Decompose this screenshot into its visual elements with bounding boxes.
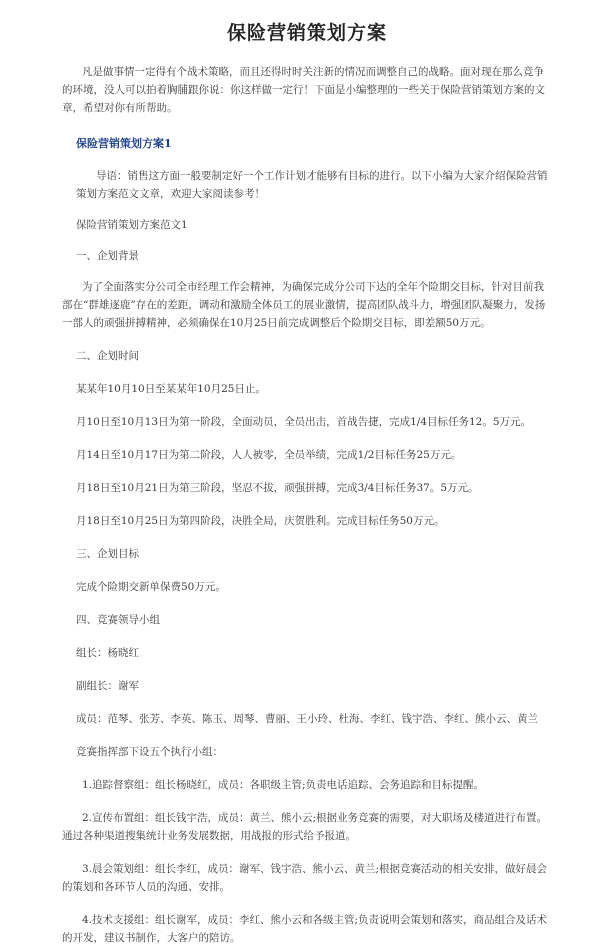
group-4: 4.技术支援组：组长谢军，成员：李红、熊小云和各级主管;负责说明会策划和落实，商品组合及话术的开发，建议书制作，大客户的陪访。 <box>62 914 548 944</box>
phase-1: 月10日至10月13日为第一阶段，全面动员，全员出击，首战告捷，完成1/4目标任务12。5万元。 <box>76 416 532 428</box>
sample-title: 保险营销策划方案范文1 <box>76 219 188 231</box>
group-1: 1.追踪督察组：组长杨晓红，成员：各职级主管;负责电话追踪、会务追踪和目标提醒。 <box>82 779 485 791</box>
heading-leadership: 四、竞赛领导小组 <box>76 614 160 626</box>
subgroups-intro: 竞赛指挥部下设五个执行小组： <box>76 746 223 758</box>
members-text: 成员：范琴、张芳、李英、陈玉、周琴、曹丽、王小玲、杜海、李红、钱宇浩、李红、熊小云、黄兰 <box>76 713 538 725</box>
background-paragraph: 为了全面落实分公司全市经理工作会精神，为确保完成分公司下达的全年个险期交目标，针对目前我部在“群雄逐鹿”存在的差距，调动和激励全体员工的展业激情，提高团队战斗力，增强团队凝聚力，发扬一部人的顽强拼搏精神，必须确保在10月25日前完成调整后个险期交目标，即差额50万元。 <box>62 281 546 329</box>
time-range: 某某年10月10日至某某年10月25日止。 <box>76 383 266 395</box>
vice-leader-text: 副组长：谢军 <box>76 680 139 692</box>
phase-4: 月18日至10月25日为第四阶段，决胜全局，庆贺胜利。完成目标任务50万元。 <box>76 515 445 527</box>
goal-text: 完成个险期交新单保费50万元。 <box>76 581 226 593</box>
intro-paragraph: 凡是做事情一定得有个战术策略，而且还得时时关注新的情况而调整自己的战略。面对现在那么竞争的环境，没人可以拍着胸脯跟你说：你这样做一定行！下面是小编整理的一些关于保险营销策划方案的文章，希望对你有所帮助。 <box>62 66 545 114</box>
phase-3: 月18日至10月21日为第三阶段，坚忍不拔，顽强拼搏，完成3/4目标任务37。5万元。 <box>76 482 479 494</box>
heading-goal: 三、企划目标 <box>76 548 139 560</box>
document-title: 保险营销策划方案 <box>226 22 387 44</box>
group-3: 3.晨会策划组：组长李红，成员：谢军、钱宇浩、熊小云、黄兰;根据竞赛活动的相关安排，做好晨会的策划和各环节人员的沟通、安排。 <box>62 863 548 893</box>
section-heading: 保险营销策划方案1 <box>76 137 172 150</box>
phase-2: 月14日至10月17日为第二阶段，人人被零，全员举绩，完成1/2目标任务25万元。 <box>76 449 462 461</box>
heading-background: 一、企划背景 <box>76 250 139 262</box>
leader-text: 组长：杨晓红 <box>76 647 139 659</box>
group-2: 2.宣传布置组：组长钱宇浩，成员：黄兰、熊小云;根据业务竞赛的需要，对大职场及楼道进行布置。通过各种渠道搜集统计业务发展数据，用战报的形式给予报道。 <box>62 812 548 842</box>
guide-paragraph: 导语：销售这方面一般要制定好一个工作计划才能够有目标的进行。以下小编为大家介绍保险营销策划方案范文文章，欢迎大家阅读参考！ <box>76 170 548 200</box>
heading-time: 二、企划时间 <box>76 350 139 362</box>
